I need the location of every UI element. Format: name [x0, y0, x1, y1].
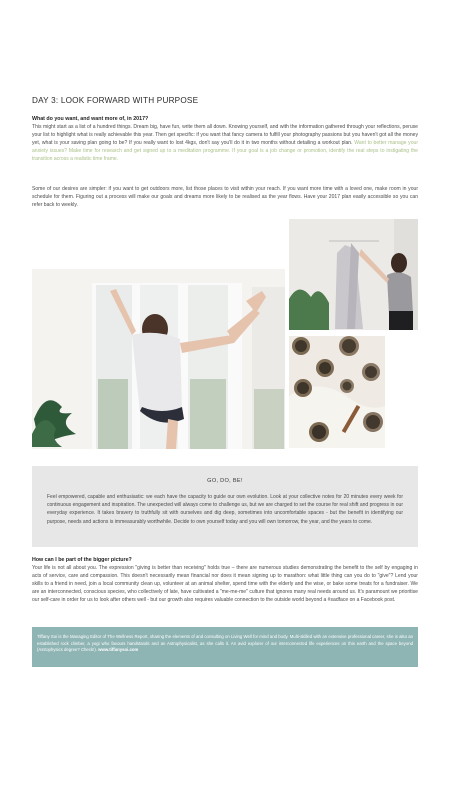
author-bio-box [32, 627, 418, 667]
singing-bowls-photo [289, 336, 385, 448]
clothes-rack-photo [289, 219, 418, 330]
section-body-desires: Some of our desires are simpler: if you want to get outdoors more, list those places to visit within your reach. If you want more time with a loved one, make room in your schedule for them. Figuring out a process will make our goals and dreams more likely to be realised as the year flows. Have your 2017 plan easily accessible so you can refer back to weekly. [32, 186, 418, 209]
section-heading-bigger-picture: How can I be part of the bigger picture? [32, 557, 132, 563]
author-bio-text: Tiffany Soi is the Managing Editor of The Wellness Report, sharing the elements of and consulting on Living Well for mind and body. Multi-skilled with an extensive professional career, she is also an established rock climber, a yogi who favours handstands and an Astrophysicalist, as she calls it. An avid explorer of our interconnected life experiences on this earth and the space beyond (Astrophysics degree? Check!). [37, 634, 413, 653]
goals-highlight-text: Want to better manage your anxiety issues? Make time for research and get signed up to a meditation programme. If your goal is a job change or promotion, identify the real steps to instigating the transition across a realistic time frame. [32, 140, 419, 163]
section-heading-goals: What do you want, and want more of, in 2017? [32, 116, 149, 122]
author-website-link[interactable]: www.tiffanysoi.com [98, 647, 139, 653]
callout-title: GO, DO, BE! [207, 478, 243, 484]
section-body-bigger-picture: Your life is not all about you. The expression "giving is better than receiving" holds true – there are numerous studies demonstrating the benefit to the self by engaging in acts of service, care and compassion. This doesn't necessarily mean financial nor does it mean signing up to marathon: what little thing can you do to "give"? Lend your skills to a friend in need, join a local community clean up, volunteer at an animal shelter, spend time with the elderly and the wise, or bake some treats for a fundraiser. We are an interconnected, conscious species, who collectively of late, have cultivated a "me-me-me" culture that ignores many real needs around us. It's paramount we prioritise our self-care in order for us to look after others well - but our growth also requires valuable connection to the outside world beyond a #sadface on a Facebook post. [32, 565, 418, 604]
section-body-goals [32, 123, 418, 163]
author-bio [37, 634, 413, 654]
page-title: DAY 3: LOOK FORWARD WITH PURPOSE [32, 96, 199, 105]
goals-body-text: This might start as a list of a hundred things. Dream big, have fun, write them all down. Knowing yourself, and with the information gathered through your reflections, peruse your list to highlight what is really achievable this year. Then get specific: if you want that fancy camera to fulfill your photography passions but you haven't got all the money yet, what is your saving plan going to be? If you really want to lost 4kgs, don't say you'll do it in two months without detailing a workout plan. [32, 124, 418, 147]
callout-body: Feel empowered, capable and enthusiastic: we each have the capacity to guide our own evolution. Look at your collective notes for 20 minutes every week for continuous engagement and inspiration. The unexpected will always come to challenge us, but we are charged to set the course for real shift and progress in our everyday experience. It takes bravery to truthfully sit with ourselves and dig deep, sometimes into uncomfortable spaces - but the benefit in identifying our purpose, needs and actions is immeasurably worthwhile. Decide to own yourself today and you will own tomorrow, the year, and the years to come. [47, 494, 403, 525]
yoga-pose-photo [32, 269, 285, 449]
callout-box [32, 466, 418, 547]
